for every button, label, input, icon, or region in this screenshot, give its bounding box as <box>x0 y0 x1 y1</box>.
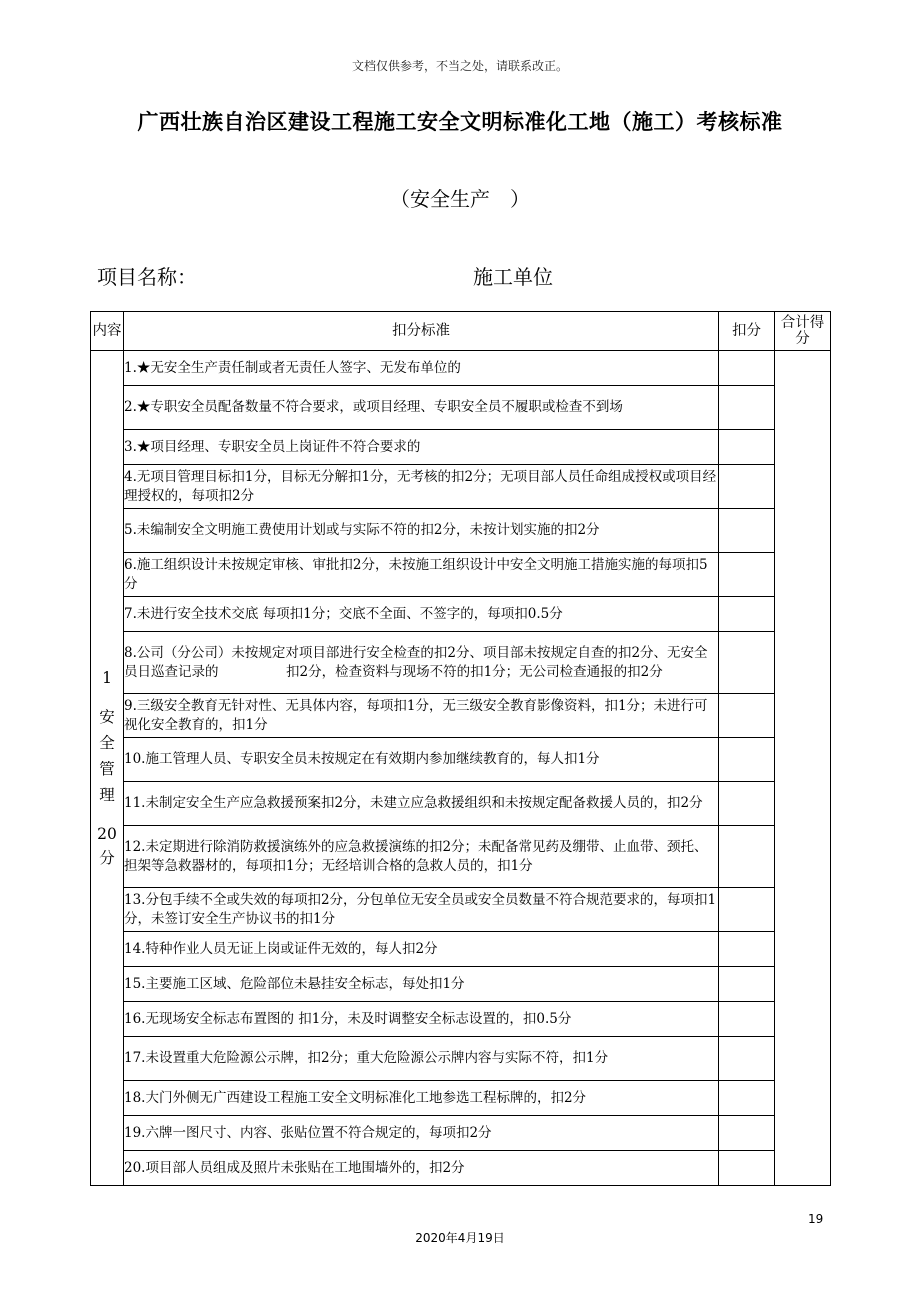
deduction-cell <box>719 632 775 694</box>
header-deduction: 扣分 <box>719 312 775 351</box>
table-row <box>91 430 831 465</box>
header-criteria: 扣分标准 <box>124 312 719 351</box>
criteria-cell: 4.无项目管理目标扣1分，目标无分解扣1分，无考核的扣2分；无项目部人员任命组成授权或项目经理授权的，每项扣2分 <box>124 465 719 509</box>
table-row <box>91 509 831 553</box>
deduction-cell <box>719 509 775 553</box>
deduction-cell <box>719 738 775 782</box>
criteria-cell: 9.三级安全教育无针对性、无具体内容，每项扣1分，无三级安全教育影像资料，扣1分；未进行可视化安全教育的，扣1分 <box>124 694 719 738</box>
criteria-cell: 15.主要施工区域、危险部位未悬挂安全标志，每处扣1分 <box>124 967 719 1002</box>
criteria-cell: 11.未制定安全生产应急救援预案扣2分，未建立应急救援组织和未按规定配备救援人员的，扣2分 <box>124 782 719 826</box>
criteria-cell: 19.六牌一图尺寸、内容、张贴位置不符合规定的，每项扣2分 <box>124 1116 719 1151</box>
table-row <box>91 465 831 509</box>
criteria-cell: 2.★专职安全员配备数量不符合要求，或项目经理、专职安全员不履职或检查不到场 <box>124 386 719 430</box>
deduction-cell <box>719 386 775 430</box>
deduction-cell <box>719 782 775 826</box>
table-row <box>91 932 831 967</box>
table-row <box>91 826 831 888</box>
page-number: 19 <box>808 1212 824 1226</box>
section-content-cell <box>91 351 124 1186</box>
deduction-cell <box>719 1151 775 1186</box>
section-name: 安全管理 <box>99 707 115 804</box>
criteria-cell: 13.分包手续不全或失效的每项扣2分，分包单位无安全员或安全员数量不符合规范要求的，每项扣1分，未签订安全生产协议书的扣1分 <box>124 888 719 932</box>
table-row <box>91 1116 831 1151</box>
table-row <box>91 597 831 632</box>
table-row <box>91 351 831 386</box>
deduction-cell <box>719 553 775 597</box>
criteria-cell: 10.施工管理人员、专职安全员未按规定在有效期内参加继续教育的，每人扣1分 <box>124 738 719 782</box>
header-content: 内容 <box>91 312 124 351</box>
deduction-cell <box>719 465 775 509</box>
table-row <box>91 1081 831 1116</box>
deduction-cell <box>719 351 775 386</box>
table-row <box>91 782 831 826</box>
deduction-cell <box>719 1081 775 1116</box>
table-row <box>91 967 831 1002</box>
deduction-cell <box>719 694 775 738</box>
deduction-cell <box>719 1002 775 1037</box>
table-row <box>91 1002 831 1037</box>
table-row <box>91 1037 831 1081</box>
section-number: 1 <box>102 668 112 687</box>
table-row <box>91 694 831 738</box>
table-row <box>91 738 831 782</box>
table-row <box>91 1151 831 1186</box>
deduction-cell <box>719 597 775 632</box>
deduction-cell <box>719 1037 775 1081</box>
document-title: 广西壮族自治区建设工程施工安全文明标准化工地（施工）考核标准 <box>137 110 783 134</box>
criteria-cell: 1.★无安全生产责任制或者无责任人签字、无发布单位的 <box>124 351 719 386</box>
deduction-cell <box>719 430 775 465</box>
assessment-table <box>90 311 831 1186</box>
criteria-cell: 14.特种作业人员无证上岗或证件无效的，每人扣2分 <box>124 932 719 967</box>
construction-unit-label: 施工单位 <box>473 265 553 289</box>
section-points: 20分 <box>97 824 117 867</box>
footer-date: 2020年4月19日 <box>415 1231 505 1245</box>
criteria-cell: 8.公司（分公司）未按规定对项目部进行安全检查的扣2分、项目部未按规定自查的扣2分、无安全员日巡查记录的 扣2分，检查资料与现场不符的扣1分；无公司检查通报的扣2分 <box>124 632 719 694</box>
table-row <box>91 632 831 694</box>
criteria-cell: 16.无现场安全标志布置图的 扣1分，未及时调整安全标志设置的，扣0.5分 <box>124 1002 719 1037</box>
criteria-cell: 7.未进行安全技术交底 每项扣1分；交底不全面、不签字的，每项扣0.5分 <box>124 597 719 632</box>
criteria-cell: 12.未定期进行除消防救援演练外的应急救援演练的扣2分；未配备常见药及绷带、止血带、颈托、担架等急救器材的，每项扣1分；无经培训合格的急救人员的，扣1分 <box>124 826 719 888</box>
criteria-cell: 6.施工组织设计未按规定审核、审批扣2分，未按施工组织设计中安全文明施工措施实施的每项扣5分 <box>124 553 719 597</box>
deduction-cell <box>719 932 775 967</box>
document-notice: 文档仅供参考，不当之处，请联系改正。 <box>351 59 568 73</box>
table-header-row <box>91 312 831 351</box>
table-row <box>91 553 831 597</box>
deduction-cell <box>719 826 775 888</box>
total-score-cell <box>775 351 831 1186</box>
header-total: 合计得分 <box>775 312 831 351</box>
table-row <box>91 888 831 932</box>
deduction-cell <box>719 888 775 932</box>
deduction-cell <box>719 1116 775 1151</box>
project-name-label: 项目名称： <box>97 265 197 289</box>
criteria-cell: 5.未编制安全文明施工费使用计划或与实际不符的扣2分，未按计划实施的扣2分 <box>124 509 719 553</box>
criteria-cell: 17.未设置重大危险源公示牌，扣2分；重大危险源公示牌内容与实际不符，扣1分 <box>124 1037 719 1081</box>
deduction-cell <box>719 967 775 1002</box>
criteria-cell: 3.★项目经理、专职安全员上岗证件不符合要求的 <box>124 430 719 465</box>
criteria-cell: 20.项目部人员组成及照片未张贴在工地围墙外的，扣2分 <box>124 1151 719 1186</box>
document-subtitle: （安全生产 ） <box>390 187 530 211</box>
table-row <box>91 386 831 430</box>
table-body <box>91 351 831 1186</box>
criteria-cell: 18.大门外侧无广西建设工程施工安全文明标准化工地参选工程标牌的，扣2分 <box>124 1081 719 1116</box>
